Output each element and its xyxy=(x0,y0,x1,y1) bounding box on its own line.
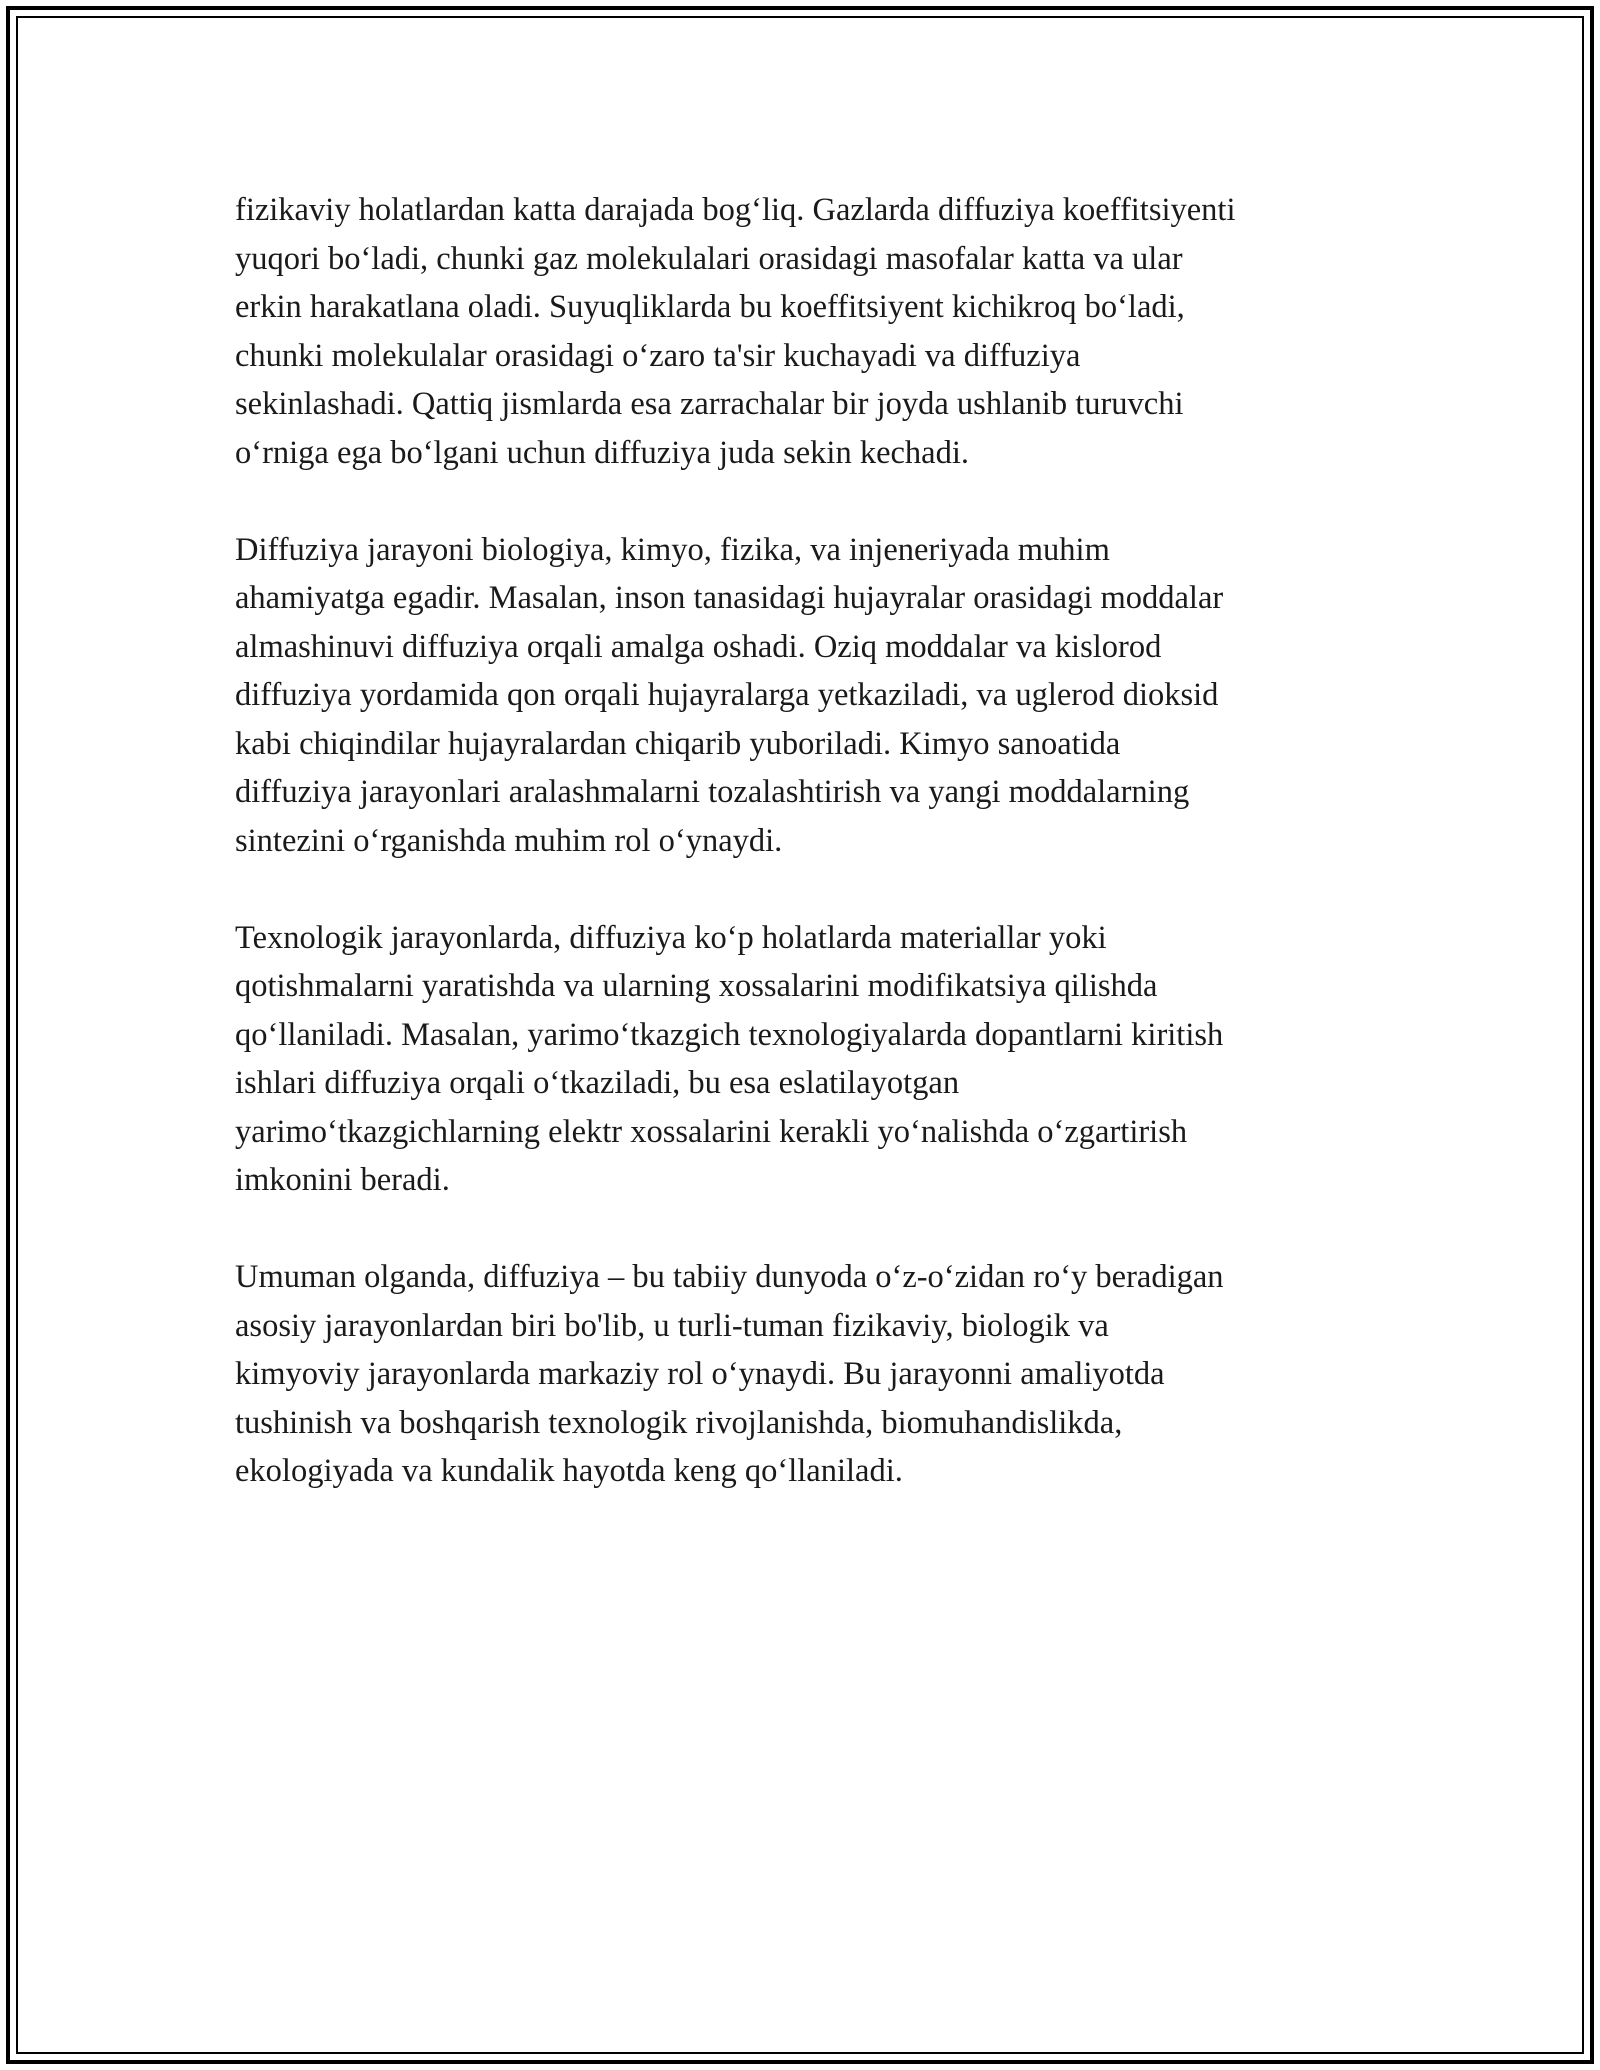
paragraph-line: erkin harakatlana oladi. Suyuqliklarda bu koeffitsiyent kichikroq bo‘ladi, xyxy=(235,289,1185,325)
paragraph-line: ishlari diffuziya orqali o‘tkaziladi, bu esa eslatilayotgan xyxy=(235,1065,960,1101)
paragraph-line: ahamiyatga egadir. Masalan, inson tanasidagi hujayralar orasidagi moddalar xyxy=(235,580,1224,616)
paragraph-line: o‘rniga ega bo‘lgani uchun diffuziya juda sekin kechadi. xyxy=(235,434,970,471)
paragraph-line: qo‘llaniladi. Masalan, yarimo‘tkazgich texnologiyalarda dopantlarni kiritish xyxy=(235,1016,1224,1053)
paragraph-line: Texnologik jarayonlarda, diffuziya ko‘p holatlarda materiallar yoki xyxy=(235,919,1107,956)
paragraph-4 xyxy=(235,1253,1375,1496)
paragraph-line: asosiy jarayonlardan biri bo'lib, u turli-tuman fizikaviy, biologik va xyxy=(235,1307,1109,1344)
paragraph-line: sekinlashadi. Qattiq jismlarda esa zarrachalar bir joyda ushlanib turuvchi xyxy=(235,386,1184,422)
paragraph-3 xyxy=(235,914,1375,1205)
paragraph-line: yarimo‘tkazgichlarning elektr xossalarini kerakli yo‘nalishda o‘zgartirish xyxy=(235,1113,1188,1150)
paragraph-line: chunki molekulalar orasidagi o‘zaro ta'sir kuchayadi va diffuziya xyxy=(235,337,1081,374)
paragraph-line: diffuziya yordamida qon orqali hujayralarga yetkaziladi, va uglerod dioksid xyxy=(235,677,1219,713)
paragraph-line: yuqori bo‘ladi, chunki gaz molekulalari orasidagi masofalar katta va ular xyxy=(235,240,1183,277)
document-body xyxy=(235,186,1375,1544)
paragraph-line: sintezini o‘rganishda muhim rol o‘ynaydi. xyxy=(235,822,783,859)
paragraph-line: diffuziya jarayonlari aralashmalarni tozalashtirish va yangi moddalarning xyxy=(235,774,1190,810)
paragraph-line: imkonini beradi. xyxy=(235,1162,450,1198)
paragraph-2 xyxy=(235,526,1375,866)
paragraph-line: tushinish va boshqarish texnologik rivojlanishda, biomuhandislikda, xyxy=(235,1404,1123,1441)
paragraph-line: Umuman olganda, diffuziya – bu tabiiy dunyoda o‘z-o‘zidan ro‘y beradigan xyxy=(235,1259,1224,1295)
paragraph-line: kimyoviy jarayonlarda markaziy rol o‘ynaydi. Bu jarayonni amaliyotda xyxy=(235,1356,1165,1392)
paragraph-line: almashinuvi diffuziya orqali amalga oshadi. Oziq moddalar va kislorod xyxy=(235,628,1162,665)
paragraph-line: fizikaviy holatlardan katta darajada bog‘liq. Gazlarda diffuziya koeffitsiyenti xyxy=(235,192,1236,228)
paragraph-1 xyxy=(235,186,1375,477)
paragraph-line: Diffuziya jarayoni biologiya, kimyo, fizika, va injeneriyada muhim xyxy=(235,531,1110,568)
paragraph-line: kabi chiqindilar hujayralardan chiqarib yuboriladi. Kimyo sanoatida xyxy=(235,725,1121,762)
paragraph-line: qotishmalarni yaratishda va ularning xossalarini modifikatsiya qilishda xyxy=(235,968,1158,1004)
paragraph-line: ekologiyada va kundalik hayotda keng qo‘llaniladi. xyxy=(235,1453,903,1489)
